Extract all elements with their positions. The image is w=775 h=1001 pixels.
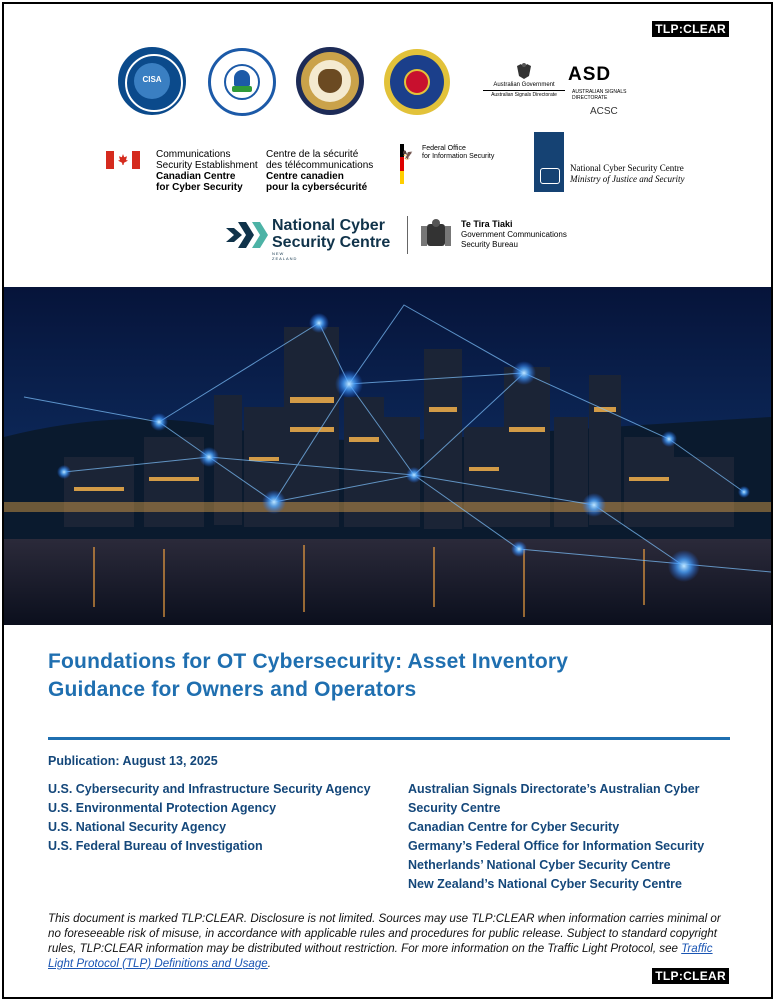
australian-government-text: Australian Government <box>493 82 555 88</box>
tlp-marking-bottom: TLP:CLEAR <box>652 968 729 984</box>
logo-divider <box>407 216 408 254</box>
disclaimer-end: . <box>267 957 271 970</box>
document-title <box>48 648 738 704</box>
bsi-text: Federal Office for Information Security <box>422 145 495 160</box>
tlp-disclaimer <box>48 911 732 971</box>
cisa-seal-text: CISA <box>142 75 162 84</box>
agency-item: Germany’s Federal Office for Information Security <box>408 839 705 853</box>
cse-french-text: Centre de la sécurité des télécommunications Centre canadien pour la cybersécurité <box>266 149 374 193</box>
nz-coat-of-arms-icon <box>419 218 453 252</box>
ncsc-chevron-icon <box>226 222 268 248</box>
netherlands-ncsc-text: National Cyber Security Centre Ministry of Justice and Security <box>570 163 685 184</box>
fbi-seal-logo <box>384 49 450 115</box>
coat-of-arms-icon <box>513 62 535 80</box>
eagle-icon: 🦅 <box>402 150 414 160</box>
gcsb-text: Te Tira Tiaki Government Communications Security Bureau <box>461 219 567 249</box>
agencies-list-right <box>408 780 738 894</box>
agency-item: Australian Signals Directorate’s Australian Cyber Security Centre <box>408 782 700 815</box>
agency-item: U.S. Cybersecurity and Infrastructure Security Agency <box>48 782 371 796</box>
asd-full-name: AUSTRALIAN SIGNALS DIRECTORATE <box>572 88 627 101</box>
asd-acronym: ASD <box>568 64 612 85</box>
agencies-list-left <box>48 780 393 856</box>
epa-seal-logo <box>208 48 276 116</box>
netherlands-crest-icon <box>534 132 564 192</box>
ncsc-nz-country: NEW ZEALAND <box>272 251 298 261</box>
title-line-2: Guidance for Owners and Operators <box>48 678 417 701</box>
nsa-seal-logo <box>296 47 364 115</box>
agency-item: New Zealand’s National Cyber Security Centre <box>408 877 682 891</box>
agency-item: U.S. Environmental Protection Agency <box>48 801 277 815</box>
publication-date: Publication: August 13, 2025 <box>48 754 218 768</box>
agency-item: Canadian Centre for Cyber Security <box>408 820 620 834</box>
title-line-1: Foundations for OT Cybersecurity: Asset Inventory <box>48 650 569 673</box>
cse-english-text: Communications Security Establishment Canadian Centre for Cyber Security <box>156 149 258 193</box>
tlp-definitions-link[interactable]: Traffic Light Protocol (TLP) Definitions and Usage <box>48 942 713 970</box>
ncsc-nz-name: National Cyber Security Centre <box>272 217 391 251</box>
document-cover-page <box>2 2 773 999</box>
disclaimer-text: This document is marked TLP:CLEAR. Disclosure is not limited. Sources may use TLP:CLEAR when information carries minimal or no foreseeable risk of misuse, in accordance with applicable rules and procedures for public release. Subject to standard copyright rules, TLP:CLEAR information may be distributed without restriction. For more information on the Traffic Light Protocol, see <box>48 912 721 955</box>
agency-item: U.S. Federal Bureau of Investigation <box>48 839 263 853</box>
agency-item: U.S. National Security Agency <box>48 820 227 834</box>
cisa-seal-logo <box>118 47 186 115</box>
agency-item: Netherlands’ National Cyber Security Centre <box>408 858 671 872</box>
australian-government-logo <box>483 62 565 98</box>
city-network-cover-image <box>4 287 771 625</box>
canada-flag-icon <box>106 151 140 169</box>
title-divider <box>48 737 730 740</box>
acsc-text: ACSC <box>590 106 618 117</box>
tlp-marking-top: TLP:CLEAR <box>652 21 729 37</box>
australian-signals-directorate-text: Australian Signals Directorate <box>483 90 565 98</box>
asd-acsc-logo <box>568 64 678 117</box>
